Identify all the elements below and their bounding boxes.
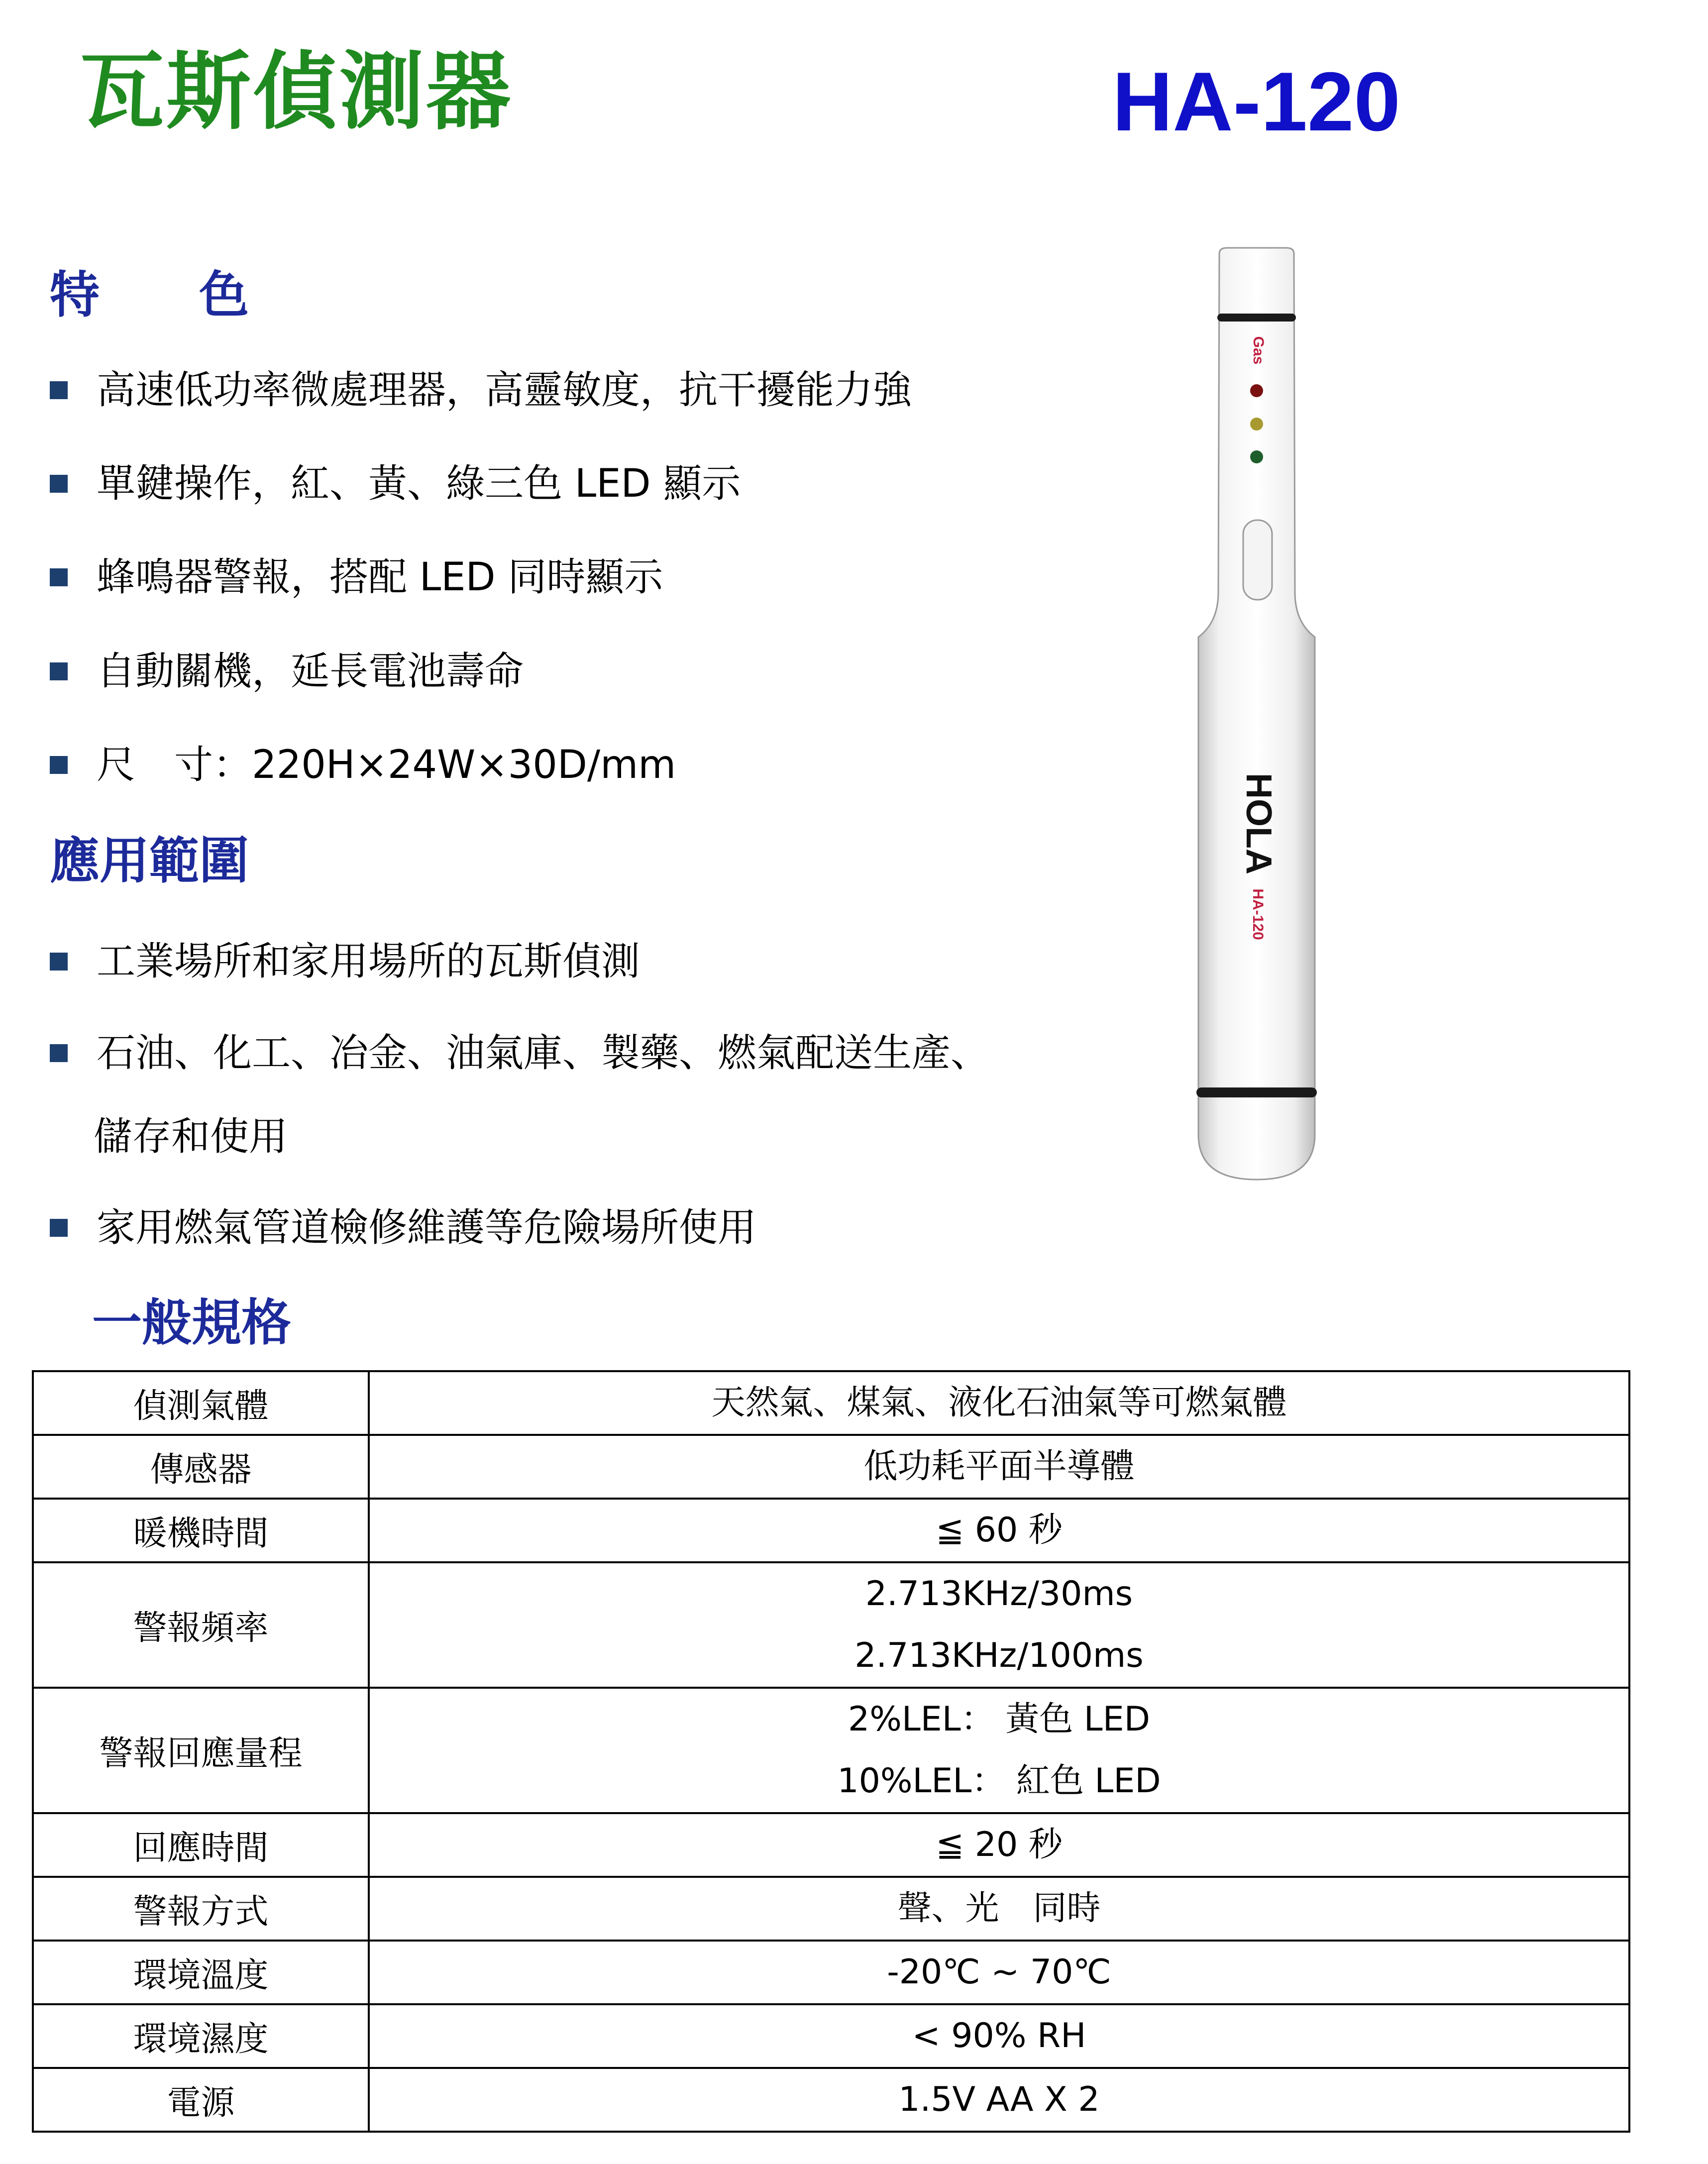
feature-item bbox=[50, 743, 676, 787]
square-bullet-icon bbox=[50, 756, 68, 774]
table-row bbox=[33, 2004, 1629, 2068]
spec-value: < 90% RH bbox=[369, 2004, 1629, 2068]
square-bullet-icon bbox=[50, 1219, 68, 1237]
application-text: 工業場所和家用場所的瓦斯偵測 bbox=[97, 939, 640, 984]
device-model-label: HA-120 bbox=[1250, 888, 1266, 940]
model-number: HA-120 bbox=[1112, 55, 1400, 148]
feature-item bbox=[50, 649, 524, 694]
spec-label: 警報方式 bbox=[33, 1877, 369, 1941]
spec-label: 電源 bbox=[33, 2068, 369, 2132]
square-bullet-icon bbox=[50, 1044, 68, 1062]
spec-label: 環境濕度 bbox=[33, 2004, 369, 2068]
square-bullet-icon bbox=[50, 953, 68, 971]
square-bullet-icon bbox=[50, 381, 68, 399]
spec-value: 天然氣、煤氣、液化石油氣等可燃氣體 bbox=[369, 1371, 1629, 1435]
table-row bbox=[33, 1941, 1629, 2004]
feature-item bbox=[50, 368, 912, 413]
square-bullet-icon bbox=[50, 475, 68, 493]
spec-label: 環境溫度 bbox=[33, 1941, 369, 2004]
spec-label: 偵測氣體 bbox=[33, 1371, 369, 1435]
feature-text: 自動關機，延長電池壽命 bbox=[97, 649, 524, 694]
gas-detector-image bbox=[1184, 244, 1329, 1185]
table-row bbox=[33, 1688, 1629, 1813]
table-row bbox=[33, 1371, 1629, 1435]
spec-label: 警報頻率 bbox=[33, 1562, 369, 1688]
spec-label: 暖機時間 bbox=[33, 1499, 369, 1562]
gas-detector-illustration bbox=[1184, 244, 1329, 1185]
feature-item bbox=[50, 461, 741, 506]
spec-value: 聲、光 同時 bbox=[369, 1877, 1629, 1941]
spec-label: 傳感器 bbox=[33, 1435, 369, 1499]
table-row bbox=[33, 1562, 1629, 1688]
spec-value: 低功耗平面半導體 bbox=[369, 1435, 1629, 1499]
table-row bbox=[33, 1435, 1629, 1499]
spec-value: 2%LEL： 黃色 LED 10%LEL： 紅色 LED bbox=[369, 1688, 1629, 1813]
feature-text: 尺 寸：220H×24W×30D/mm bbox=[97, 743, 676, 787]
spec-label: 回應時間 bbox=[33, 1813, 369, 1877]
application-item bbox=[50, 1205, 757, 1250]
device-gas-label: Gas bbox=[1250, 336, 1267, 365]
spec-value: 2.713KHz/30ms 2.713KHz/100ms bbox=[369, 1562, 1629, 1688]
application-text-continued: 儲存和使用 bbox=[94, 1114, 288, 1159]
feature-text: 單鍵操作，紅、黃、綠三色 LED 顯示 bbox=[97, 461, 741, 506]
application-text: 石油、化工、冶金、油氣庫、製藥、燃氣配送生產、 bbox=[97, 1031, 990, 1076]
feature-text: 蜂鳴器警報，搭配 LED 同時顯示 bbox=[97, 555, 663, 600]
application-text: 家用燃氣管道檢修維護等危險場所使用 bbox=[97, 1205, 757, 1250]
application-item bbox=[50, 939, 640, 984]
table-row bbox=[33, 1877, 1629, 1941]
applications-heading: 應用範圍 bbox=[50, 832, 249, 890]
feature-item bbox=[50, 555, 663, 600]
square-bullet-icon bbox=[50, 662, 68, 680]
specs-heading: 一般規格 bbox=[92, 1294, 291, 1352]
specs-table bbox=[32, 1370, 1630, 2133]
feature-text: 高速低功率微處理器，高靈敏度，抗干擾能力強 bbox=[97, 368, 912, 413]
spec-value: 1.5V AA X 2 bbox=[369, 2068, 1629, 2132]
table-row bbox=[33, 2068, 1629, 2132]
square-bullet-icon bbox=[50, 568, 68, 586]
spec-value: -20℃ ~ 70℃ bbox=[369, 1941, 1629, 2004]
svg-text:HOLA: HOLA bbox=[1239, 773, 1279, 874]
application-item bbox=[50, 1031, 990, 1076]
spec-label: 警報回應量程 bbox=[33, 1688, 369, 1813]
spec-value: ≦ 20 秒 bbox=[369, 1813, 1629, 1877]
features-heading: 特 色 bbox=[50, 266, 249, 324]
hola-logo-icon bbox=[1239, 773, 1279, 874]
table-row bbox=[33, 1499, 1629, 1562]
page-title: 瓦斯偵測器 bbox=[80, 43, 513, 141]
spec-value: ≦ 60 秒 bbox=[369, 1499, 1629, 1562]
table-row bbox=[33, 1813, 1629, 1877]
